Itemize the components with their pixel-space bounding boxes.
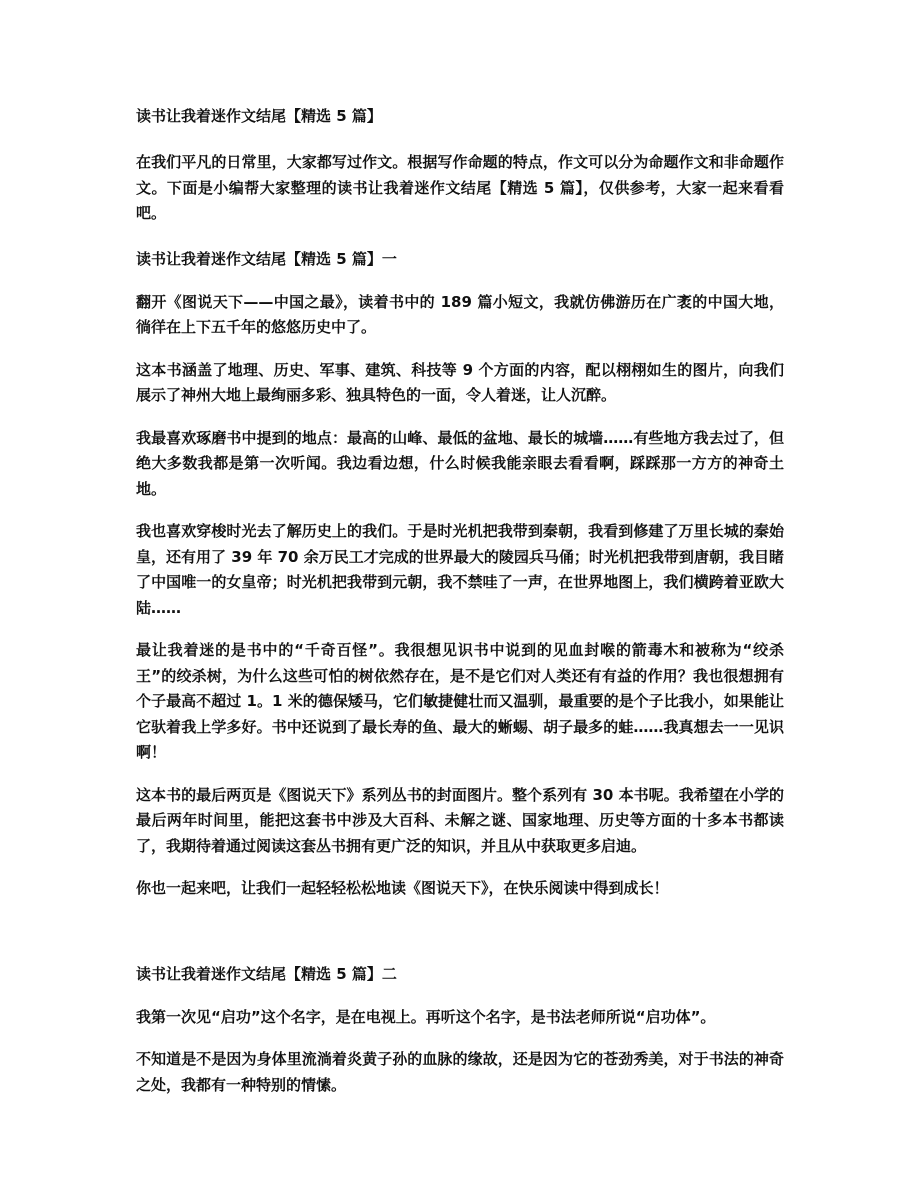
section-1-paragraph: 这本书涵盖了地理、历史、军事、建筑、科技等 9 个方面的内容，配以栩栩如生的图片，向我们展示了神州大地上最绚丽多彩、独具特色的一面，令人着迷，让人沉醉。 xyxy=(136,360,784,404)
section-1-paragraph: 这本书的最后两页是《图说天下》系列丛书的封面图片。整个系列有 30 本书呢。我希望在小学的最后两年时间里，能把这套书中涉及大百科、未解之谜、国家地理、历史等方面的十多本书都读了，我期待着通过阅读这套丛书拥有更广泛的知识，并且从中获取更多启迪。 xyxy=(136,785,784,855)
section-2-heading: 读书让我着迷作文结尾【精选 5 篇】二 xyxy=(136,964,397,983)
section-2-paragraph: 不知道是不是因为身体里流淌着炎黄子孙的血脉的缘故，还是因为它的苍劲秀美，对于书法的神奇之处，我都有一种特别的情愫。 xyxy=(136,1050,784,1094)
section-1-paragraph: 你也一起来吧，让我们一起轻轻松松地读《图说天下》，在快乐阅读中得到成长！ xyxy=(136,879,669,897)
section-1-paragraph: 我也喜欢穿梭时光去了解历史上的我们。于是时光机把我带到秦朝，我看到修建了万里长城的秦始皇，还有用了 39 年 70 余万民工才完成的世界最大的陵园兵马俑；时光机把我带到唐朝，我目睹了中国唯一的女皇帝；时光机把我带到元朝，我不禁哇了一声，在世界地图上，我们横跨着亚欧大陆…… xyxy=(136,522,784,617)
section-1-heading: 读书让我着迷作文结尾【精选 5 篇】一 xyxy=(136,249,397,268)
document-title: 读书让我着迷作文结尾【精选 5 篇】 xyxy=(136,107,382,125)
section-1-paragraph: 最让我着迷的是书中的“千奇百怪”。我很想见识书中说到的见血封喉的箭毒木和被称为“绞杀王”的绞杀树，为什么这些可怕的树依然存在，是不是它们对人类还有有益的作用？我也很想拥有个子最高不超过 1。1 米的德保矮马，它们敏捷健壮而又温驯，最重要的是个子比我小，如果能让它驮着我上学多好。书中还说到了最长寿的鱼、最大的蜥蜴、胡子最多的蛙……我真想去一一见识啊！ xyxy=(136,641,784,761)
intro-paragraph: 在我们平凡的日常里，大家都写过作文。根据写作命题的特点，作文可以分为命题作文和非命题作文。下面是小编帮大家整理的读书让我着迷作文结尾【精选 5 篇】，仅供参考，大家一起来看看吧。 xyxy=(136,153,784,222)
section-1-paragraph: 我最喜欢琢磨书中提到的地点：最高的山峰、最低的盆地、最长的城墙……有些地方我去过了，但绝大多数我都是第一次听闻。我边看边想，什么时候我能亲眼去看看啊，踩踩那一方方的神奇土地。 xyxy=(136,428,784,498)
document-page xyxy=(136,104,784,1098)
section-1-paragraph: 翻开《图说天下——中国之最》，读着书中的 189 篇小短文，我就仿佛游历在广袤的中国大地，徜徉在上下五千年的悠悠历史中了。 xyxy=(136,292,784,336)
section-2-paragraph: 我第一次见“启功”这个名字，是在电视上。再听这个名字，是书法老师所说“启功体”。 xyxy=(136,1007,716,1026)
